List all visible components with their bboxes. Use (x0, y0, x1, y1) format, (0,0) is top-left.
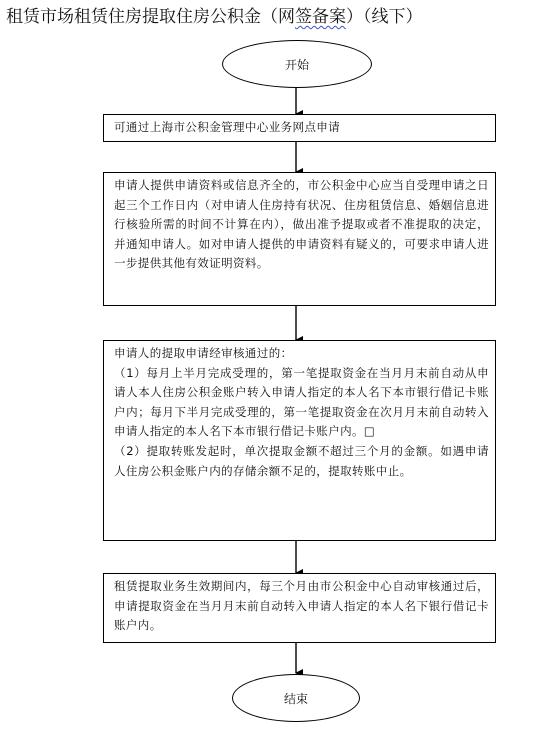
step3-box (103, 340, 496, 541)
step3-item-2: （2）提取转账发起时，单次提取金额不超过三个月的金额。如遇申请人住房公积金账户内的存储余额不足的，提取转账中止。 (114, 443, 489, 478)
start-label: 开始 (284, 57, 309, 72)
step4-box (103, 573, 496, 643)
end-node (232, 674, 360, 722)
step3-heading: 申请人的提取申请经审核通过的： (114, 346, 293, 360)
step1-text: 可通过上海市公积金管理中心业务网点申请 (114, 120, 341, 135)
step2-box (103, 172, 496, 306)
step4-text: 租赁提取业务生效期间内，每三个月由市公积金中心自动审核通过后，申请提取资金在当月月末前自动转入申请人指定的本人名下银行借记卡账户内。 (114, 579, 489, 633)
title-suffix: ）（线下） (346, 7, 423, 27)
title-underlined-text: 签备案 (295, 7, 346, 27)
step3-item-1: （1）每月上半月完成受理的，第一笔提取资金在当月月末前自动从申请人本人住房公积金账户转入申请人指定的本人名下本市银行借记卡账户内；每月下半月完成受理的，第一笔提取资金在次月月末前自动转入申请人指定的本人名下本市银行借记卡账户内。□ (114, 365, 489, 439)
step1-box (103, 114, 496, 142)
end-label: 结束 (283, 691, 308, 706)
step2-text: 申请人提供申请资料或信息齐全的，市公积金中心应当自受理申请之日起三个工作日内（对申请人住房持有状况、住房租赁信息、婚姻信息进行核验所需的时间不计算在内），做出准予提取或者不准提取的决定，并通知申请人。如对申请人提供的申请资料有疑义的，可要求申请人进一步提供其他有效证明资料。 (114, 178, 489, 271)
title-text: 租赁市场租赁住房提取住房公积金（网 (6, 7, 295, 27)
start-node (222, 40, 372, 88)
